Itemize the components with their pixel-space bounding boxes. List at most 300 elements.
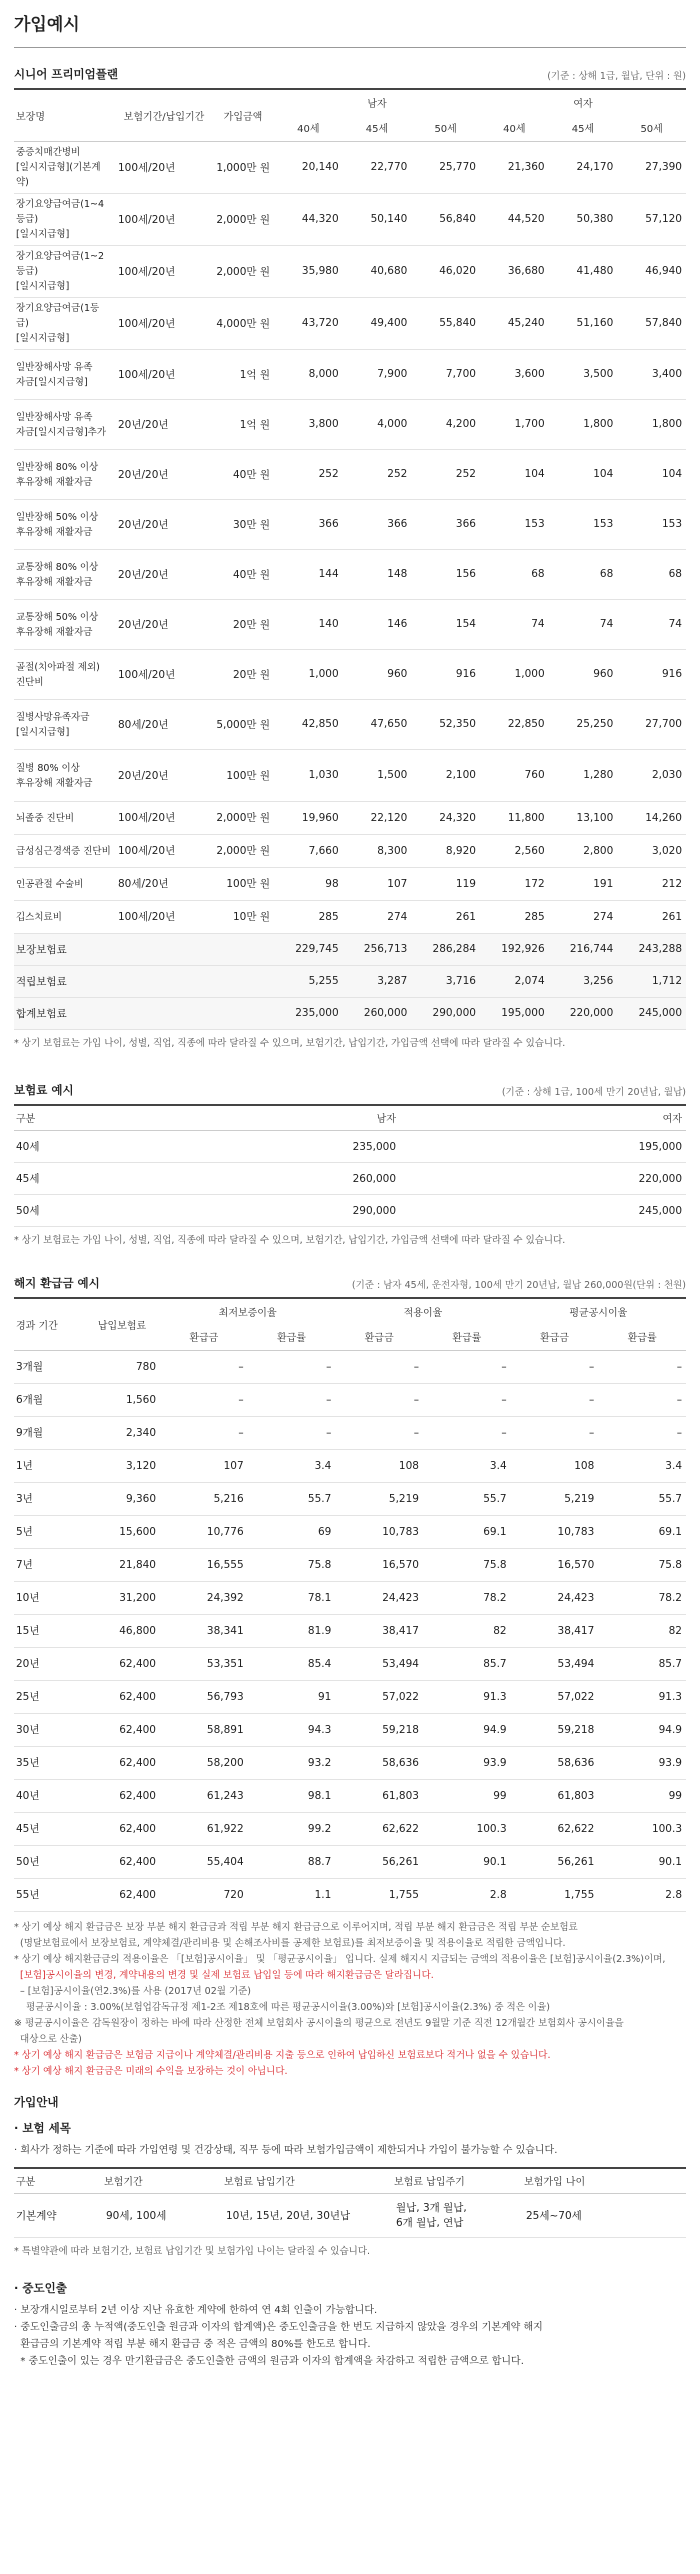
premium-cell: 25,250: [549, 699, 618, 749]
male-cell: 260,000: [114, 1163, 400, 1195]
sum-cell: 235,000: [274, 997, 343, 1029]
premium-cell: 107: [343, 867, 412, 900]
premium-cell: 56,840: [411, 193, 480, 245]
table-row: [14, 867, 686, 900]
male-cell: 290,000: [114, 1195, 400, 1227]
refund-cell: 82: [598, 1614, 686, 1647]
premium-cell: 45,240: [480, 297, 549, 349]
join-gubun: 기본계약: [14, 2194, 104, 2238]
premium-cell: 11,800: [480, 801, 549, 834]
premium-cell: 285: [274, 900, 343, 933]
coverage-name-line: 골절(치아파절 제외): [16, 661, 100, 673]
premium-cell: 41,480: [549, 245, 618, 297]
female-cell: 245,000: [400, 1195, 686, 1227]
paid-cell: 1,560: [84, 1383, 160, 1416]
paid-cell: 3,120: [84, 1449, 160, 1482]
refund-cell: –: [160, 1416, 248, 1449]
premium-cell: 366: [274, 499, 343, 549]
amount-cell: 1억 원: [212, 399, 274, 449]
refund-cell: 16,570: [335, 1548, 423, 1581]
table-row: [14, 349, 686, 399]
premium-cell: 43,720: [274, 297, 343, 349]
table-row: [14, 399, 686, 449]
refund-cell: 56,261: [335, 1845, 423, 1878]
refund-cell: 108: [511, 1449, 599, 1482]
amount-cell: 1억 원: [212, 349, 274, 399]
sum-cell: 216,744: [549, 933, 618, 965]
amount-cell: 10만 원: [212, 900, 274, 933]
age-cell: 45세: [14, 1163, 114, 1195]
col-gubun: 구분: [14, 1105, 114, 1131]
table-row: [14, 193, 686, 245]
refund-cell: 62,622: [335, 1812, 423, 1845]
coverage-name-line: [일시지급형]: [16, 281, 70, 292]
join-pay-period: 10년, 15년, 20년, 30년납: [224, 2194, 394, 2238]
premium-plan-table: [14, 88, 686, 1030]
elapsed-cell: 15년: [14, 1614, 84, 1647]
refund-cell: 53,351: [160, 1647, 248, 1680]
refund-cell: 56,261: [511, 1845, 599, 1878]
premium-cell: 49,400: [343, 297, 412, 349]
premium-cell: 19,960: [274, 801, 343, 834]
paid-cell: 15,600: [84, 1515, 160, 1548]
table-row: [14, 449, 686, 499]
refund-cell: 69.1: [423, 1515, 511, 1548]
premium-cell: 22,120: [343, 801, 412, 834]
coverage-name: [14, 449, 116, 499]
premium-cell: 1,800: [617, 399, 686, 449]
refund-cell: 91: [248, 1680, 336, 1713]
premium-cell: 252: [343, 449, 412, 499]
table-row: [14, 1131, 686, 1163]
premium-cell: 144: [274, 549, 343, 599]
elapsed-cell: 50년: [14, 1845, 84, 1878]
col-coverage: 보장명: [14, 89, 116, 141]
join-info-footnote: * 특별약관에 따라 보험기간, 보험료 납입기간 및 보험가입 나이는 달라질 수 있습니다.: [14, 2246, 371, 2257]
sum-row: [14, 965, 686, 997]
refund-note-line: 평균공시이율 : 3.00%(보험업감독규정 제1-2조 제18호에 따른 평균공시이율(3.00%)와 [보험]공시이율(2.3%) 중 적은 이율): [14, 2001, 550, 2013]
premium-cell: 366: [343, 499, 412, 549]
refund-cell: 24,392: [160, 1581, 248, 1614]
premium-cell: 35,980: [274, 245, 343, 297]
join-period: 90세, 100세: [104, 2194, 224, 2238]
refund-cell: 94.9: [423, 1713, 511, 1746]
refund-note-line: ※ 평균공시이율은 감독원장이 정하는 바에 따라 산정한 전체 보험회사 공시이율의 평균으로 전년도 9월말 기준 직전 12개월간 보험회사 공시이율을: [14, 2017, 624, 2029]
refund-cell: 82: [423, 1614, 511, 1647]
midway-line: 환급금의 기본계약 적립 부분 해지 환급금 중 적은 금액의 80%를 한도로 합니다.: [14, 2339, 371, 2350]
refund-cell: 99: [598, 1779, 686, 1812]
premium-cell: 74: [549, 599, 618, 649]
premium-plan-header: [14, 66, 686, 82]
table-row: [14, 834, 686, 867]
table-row: [14, 1581, 686, 1614]
refund-cell: 59,218: [511, 1713, 599, 1746]
refund-cell: –: [511, 1416, 599, 1449]
coverage-name: [14, 900, 116, 933]
coverage-name-line: 후유장해 재활자금: [16, 777, 93, 789]
period-cell: 20년/20년: [116, 749, 212, 801]
refund-cell: 69.1: [598, 1515, 686, 1548]
refund-cell: 53,494: [511, 1647, 599, 1680]
refund-cell: –: [160, 1350, 248, 1383]
coverage-name: [14, 649, 116, 699]
midway-lines: [14, 2302, 686, 2370]
refund-cell: 1.1: [248, 1878, 336, 1911]
refund-cell: –: [423, 1350, 511, 1383]
sum-cell: 220,000: [549, 997, 618, 1029]
col-amount: 가입금액: [212, 89, 274, 141]
period-cell: 20년/20년: [116, 549, 212, 599]
paid-cell: 2,340: [84, 1416, 160, 1449]
premium-cell: 153: [480, 499, 549, 549]
table-row: [14, 499, 686, 549]
premium-example-header: [14, 1082, 686, 1098]
table-row: [14, 1647, 686, 1680]
table-row: [14, 1195, 686, 1227]
col-refund: 환급금: [335, 1324, 423, 1350]
paid-cell: 21,840: [84, 1548, 160, 1581]
amount-cell: 2,000만 원: [212, 801, 274, 834]
refund-cell: 55,404: [160, 1845, 248, 1878]
premium-cell: 104: [617, 449, 686, 499]
col-age: 40세: [480, 115, 549, 141]
premium-cell: 50,140: [343, 193, 412, 245]
table-row: [14, 245, 686, 297]
refund-cell: 99: [423, 1779, 511, 1812]
paid-cell: 9,360: [84, 1482, 160, 1515]
refund-note-line: – [보험]공시이율(연2.3%)를 사용 (2017년 02월 기준): [14, 1985, 252, 1997]
refund-cell: 38,341: [160, 1614, 248, 1647]
refund-cell: 99.2: [248, 1812, 336, 1845]
col-gubun: 구분: [14, 2168, 104, 2194]
join-info-title: 가입안내: [14, 2094, 59, 2109]
refund-cell: 91.3: [423, 1680, 511, 1713]
coverage-name-line: [일시지급형]: [16, 726, 70, 738]
premium-cell: 8,000: [274, 349, 343, 399]
refund-cell: 56,793: [160, 1680, 248, 1713]
sum-row: [14, 933, 686, 965]
refund-cell: 61,922: [160, 1812, 248, 1845]
period-cell: 100세/20년: [116, 141, 212, 193]
sum-cell: 290,000: [411, 997, 480, 1029]
refund-cell: –: [423, 1416, 511, 1449]
midway-title: · 중도인출: [14, 2281, 67, 2295]
coverage-name: [14, 499, 116, 549]
col-age: 50세: [411, 115, 480, 141]
coverage-name-line: 진단비: [16, 676, 44, 688]
age-cell: 40세: [14, 1131, 114, 1163]
midway-line: · 중도인출금의 총 누적액(중도인출 원금과 이자의 합계액)은 중도인출금을 한 번도 지급하지 않았을 경우의 기본계약 해지: [14, 2322, 543, 2333]
premium-cell: 191: [549, 867, 618, 900]
premium-cell: 1,800: [549, 399, 618, 449]
premium-cell: 2,030: [617, 749, 686, 801]
premium-cell: 36,680: [480, 245, 549, 297]
sum-cell: 2,074: [480, 965, 549, 997]
premium-cell: 285: [480, 900, 549, 933]
period-cell: 20년/20년: [116, 399, 212, 449]
premium-cell: 1,500: [343, 749, 412, 801]
premium-cell: 7,700: [411, 349, 480, 399]
premium-cell: 261: [411, 900, 480, 933]
period-cell: 20년/20년: [116, 599, 212, 649]
refund-cell: 38,417: [335, 1614, 423, 1647]
premium-cell: 51,160: [549, 297, 618, 349]
elapsed-cell: 5년: [14, 1515, 84, 1548]
refund-cell: 5,216: [160, 1482, 248, 1515]
period-cell: 100세/20년: [116, 245, 212, 297]
premium-cell: 148: [343, 549, 412, 599]
paid-cell: 62,400: [84, 1647, 160, 1680]
col-elapsed: 경과 기간: [14, 1298, 84, 1350]
period-cell: 20년/20년: [116, 499, 212, 549]
refund-note-line: 대상으로 산출): [14, 2033, 82, 2045]
refund-cell: 55.7: [423, 1482, 511, 1515]
refund-cell: 24,423: [511, 1581, 599, 1614]
sum-label: 적립보험료: [14, 965, 274, 997]
amount-cell: 30만 원: [212, 499, 274, 549]
elapsed-cell: 35년: [14, 1746, 84, 1779]
premium-cell: 57,840: [617, 297, 686, 349]
elapsed-cell: 40년: [14, 1779, 84, 1812]
premium-cell: 24,320: [411, 801, 480, 834]
coverage-name-line: 후유장해 재활자금: [16, 576, 93, 588]
refund-cell: 75.8: [423, 1548, 511, 1581]
period-cell: 100세/20년: [116, 649, 212, 699]
col-female: 여자: [400, 1105, 686, 1131]
refund-cell: 98.1: [248, 1779, 336, 1812]
male-cell: 235,000: [114, 1131, 400, 1163]
refund-cell: 3.4: [248, 1449, 336, 1482]
paid-cell: 62,400: [84, 1746, 160, 1779]
table-row: [14, 1878, 686, 1911]
table-row: [14, 900, 686, 933]
refund-cell: –: [511, 1350, 599, 1383]
elapsed-cell: 55년: [14, 1878, 84, 1911]
elapsed-cell: 30년: [14, 1713, 84, 1746]
refund-cell: 75.8: [248, 1548, 336, 1581]
coverage-name-line: 깁스치료비: [16, 911, 62, 923]
col-group: 최저보증이율: [218, 1308, 277, 1319]
refund-cell: 58,200: [160, 1746, 248, 1779]
refund-cell: 61,803: [511, 1779, 599, 1812]
premium-cell: 7,660: [274, 834, 343, 867]
refund-cell: 100.3: [423, 1812, 511, 1845]
coverage-name-line: 장기요양급여금(1등급): [16, 303, 100, 329]
coverage-name-line: 자금[일시지급형]: [16, 376, 88, 388]
coverage-name-line: 일반장해사망 유족: [16, 361, 93, 373]
refund-note-line: * 상기 예상 해지 환급금은 보험금 지급이나 계약체결/관리비용 지출 등으로 인하여 납입하신 보험료보다 적거나 없을 수 있습니다.: [14, 2049, 551, 2061]
premium-example-title: 보험료 예시: [14, 1082, 74, 1097]
join-pay-cycle-line: 월납, 3개 월납,: [396, 2201, 467, 2214]
premium-cell: 44,320: [274, 193, 343, 245]
coverage-name-line: 일반장해사망 유족: [16, 411, 93, 423]
premium-cell: 146: [343, 599, 412, 649]
refund-cell: 85.4: [248, 1647, 336, 1680]
elapsed-cell: 6개월: [14, 1383, 84, 1416]
premium-cell: 27,700: [617, 699, 686, 749]
elapsed-cell: 45년: [14, 1812, 84, 1845]
elapsed-cell: 20년: [14, 1647, 84, 1680]
coverage-name-line: [일시지급형](기본계약): [16, 162, 101, 188]
table-row: [14, 1482, 686, 1515]
premium-cell: 68: [549, 549, 618, 599]
page-title: 가입예시: [14, 0, 686, 48]
premium-cell: 274: [549, 900, 618, 933]
coverage-name: [14, 141, 116, 193]
refund-cell: 78.1: [248, 1581, 336, 1614]
refund-note: (기준 : 남자 45세, 운전자형, 100세 만기 20년납, 월납 260,000원(단위 : 천원): [351, 1280, 686, 1291]
premium-cell: 20,140: [274, 141, 343, 193]
premium-cell: 50,380: [549, 193, 618, 245]
join-info-subtitle: · 보험 세목: [14, 2120, 71, 2135]
premium-cell: 14,260: [617, 801, 686, 834]
refund-table: [14, 1297, 686, 1912]
table-row: [14, 749, 686, 801]
premium-cell: 42,850: [274, 699, 343, 749]
refund-note-line: (명달보험료에서 보장보험료, 계약체결/관리비용 및 손해조사비를 공제한 보험료)를 최저보증이율 및 적용이율로 적립한 금액입니다.: [14, 1937, 566, 1949]
midway-line: * 중도인출이 있는 경우 만기환급금은 중도인출한 금액의 원금과 이자의 합계액을 차감하고 적립한 금액으로 합니다.: [14, 2356, 524, 2367]
refund-cell: 1,755: [335, 1878, 423, 1911]
elapsed-cell: 9개월: [14, 1416, 84, 1449]
sum-label: 보장보험료: [14, 933, 274, 965]
premium-cell: 366: [411, 499, 480, 549]
refund-cell: –: [248, 1383, 336, 1416]
coverage-name-line: 교통장해 80% 이상: [16, 561, 99, 573]
refund-cell: 57,022: [511, 1680, 599, 1713]
midway-line: · 보장개시일로부터 2년 이상 지난 유효한 계약에 한하여 연 4회 인출이 가능합니다.: [14, 2305, 378, 2316]
paid-cell: 62,400: [84, 1713, 160, 1746]
paid-cell: 62,400: [84, 1845, 160, 1878]
sum-cell: 5,255: [274, 965, 343, 997]
col-age: 보험가입 나이: [524, 2168, 686, 2194]
sum-cell: 195,000: [480, 997, 549, 1029]
refund-cell: 58,636: [335, 1746, 423, 1779]
premium-cell: 1,700: [480, 399, 549, 449]
join-pay-cycle-line: 6개 월납, 연납: [396, 2216, 464, 2229]
refund-cell: 93.9: [423, 1746, 511, 1779]
premium-cell: 24,170: [549, 141, 618, 193]
premium-cell: 252: [411, 449, 480, 499]
premium-cell: 74: [617, 599, 686, 649]
col-pay-period: 보험료 납입기간: [224, 2168, 394, 2194]
refund-cell: 5,219: [335, 1482, 423, 1515]
female-cell: 220,000: [400, 1163, 686, 1195]
premium-cell: 3,020: [617, 834, 686, 867]
amount-cell: 40만 원: [212, 449, 274, 499]
premium-cell: 3,500: [549, 349, 618, 399]
amount-cell: 100만 원: [212, 749, 274, 801]
coverage-name: [14, 297, 116, 349]
premium-cell: 760: [480, 749, 549, 801]
amount-cell: 100만 원: [212, 867, 274, 900]
period-cell: 100세/20년: [116, 349, 212, 399]
refund-cell: 16,555: [160, 1548, 248, 1581]
period-cell: 100세/20년: [116, 834, 212, 867]
premium-cell: 22,850: [480, 699, 549, 749]
table-row: [14, 1383, 686, 1416]
coverage-name-line: 자금[일시지급형]추가: [16, 426, 107, 438]
col-age: 45세: [343, 115, 412, 141]
refund-cell: 3.4: [423, 1449, 511, 1482]
refund-cell: –: [248, 1350, 336, 1383]
refund-notes: [14, 1912, 686, 2080]
table-row: [14, 699, 686, 749]
table-row: [14, 2194, 686, 2238]
premium-plan-note: (기준 : 상해 1급, 월납, 단위 : 원): [547, 71, 686, 82]
refund-cell: –: [598, 1383, 686, 1416]
premium-cell: 3,600: [480, 349, 549, 399]
refund-cell: 5,219: [511, 1482, 599, 1515]
coverage-name-line: 중증치매간병비: [16, 147, 81, 158]
table-row: [14, 1746, 686, 1779]
premium-cell: 68: [617, 549, 686, 599]
sum-cell: 286,284: [411, 933, 480, 965]
col-paid: 납입보험료: [84, 1298, 160, 1350]
refund-cell: 78.2: [598, 1581, 686, 1614]
premium-cell: 55,840: [411, 297, 480, 349]
col-rate: 환급률: [423, 1324, 511, 1350]
premium-cell: 74: [480, 599, 549, 649]
refund-cell: 2.8: [598, 1878, 686, 1911]
table-row: [14, 1845, 686, 1878]
premium-cell: 2,800: [549, 834, 618, 867]
table-row: [14, 1515, 686, 1548]
premium-cell: 104: [480, 449, 549, 499]
premium-cell: 22,770: [343, 141, 412, 193]
period-cell: 100세/20년: [116, 193, 212, 245]
premium-cell: 2,560: [480, 834, 549, 867]
amount-cell: 20만 원: [212, 599, 274, 649]
refund-cell: –: [598, 1350, 686, 1383]
refund-cell: 90.1: [598, 1845, 686, 1878]
elapsed-cell: 10년: [14, 1581, 84, 1614]
premium-cell: 52,350: [411, 699, 480, 749]
elapsed-cell: 7년: [14, 1548, 84, 1581]
refund-cell: 16,570: [511, 1548, 599, 1581]
table-row: [14, 1812, 686, 1845]
refund-cell: –: [511, 1383, 599, 1416]
table-row: [14, 1416, 686, 1449]
refund-cell: 57,022: [335, 1680, 423, 1713]
amount-cell: 1,000만 원: [212, 141, 274, 193]
table-row: [14, 599, 686, 649]
premium-example-footnote: * 상기 보험료는 가입 나이, 성별, 직업, 직종에 따라 달라질 수 있으며, 보험기간, 납입기간, 가입금액 선택에 따라 달라질 수 있습니다.: [14, 1235, 566, 1246]
premium-cell: 4,000: [343, 399, 412, 449]
premium-cell: 1,000: [274, 649, 343, 699]
sum-cell: 243,288: [617, 933, 686, 965]
coverage-name-line: 인공관절 수술비: [16, 878, 84, 890]
coverage-name: [14, 867, 116, 900]
refund-cell: 10,783: [511, 1515, 599, 1548]
sum-cell: 229,745: [274, 933, 343, 965]
premium-cell: 68: [480, 549, 549, 599]
col-group: 적용이율: [403, 1308, 443, 1319]
premium-cell: 1,000: [480, 649, 549, 699]
table-row: [14, 549, 686, 599]
refund-cell: 1,755: [511, 1878, 599, 1911]
elapsed-cell: 25년: [14, 1680, 84, 1713]
table-row: [14, 141, 686, 193]
refund-cell: 3.4: [598, 1449, 686, 1482]
refund-header: [14, 1275, 686, 1291]
table-row: [14, 1713, 686, 1746]
premium-cell: 140: [274, 599, 343, 649]
coverage-name: [14, 245, 116, 297]
refund-cell: 100.3: [598, 1812, 686, 1845]
coverage-name-line: 뇌졸중 진단비: [16, 812, 75, 824]
coverage-name-line: 일반장해 50% 이상: [16, 511, 99, 523]
sum-cell: 192,926: [480, 933, 549, 965]
